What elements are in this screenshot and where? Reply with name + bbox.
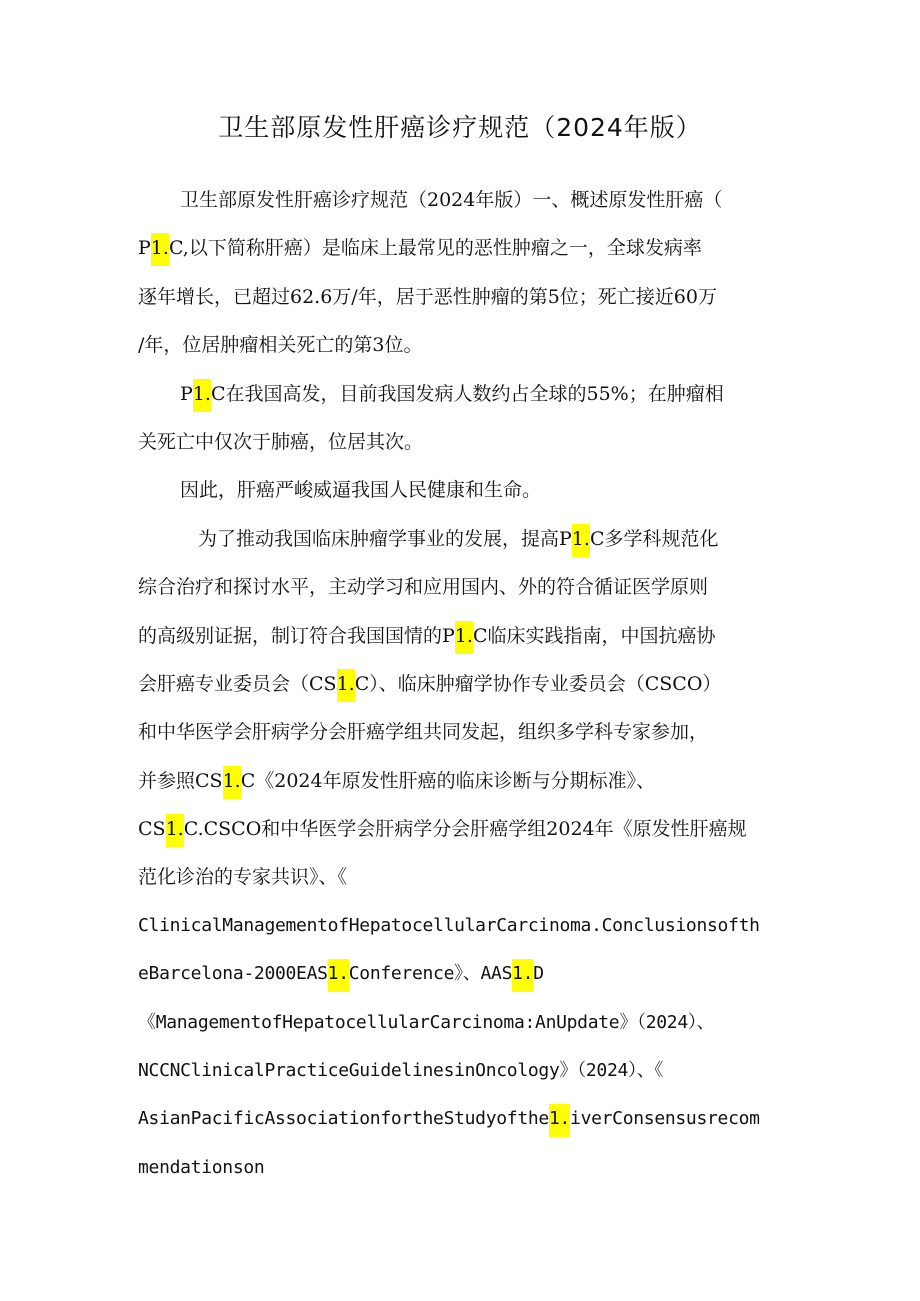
text-segment: NCCNClinicalPracticeGuidelinesinOncology》（2024）、《 (138, 1060, 664, 1082)
text-line (138, 176, 788, 224)
text-segment: 并参照CS (138, 769, 223, 792)
document-body (138, 176, 788, 1192)
text-segment: 关死亡中仅次于肺癌，位居其次。 (138, 430, 424, 453)
text-segment: 因此，肝癌严峻威逼我国人民健康和生命。 (180, 479, 542, 502)
text-line (138, 1047, 788, 1095)
highlighted-text: 1. (549, 1104, 570, 1137)
text-line (138, 902, 788, 950)
text-segment: ClinicalManagementofHepatocellularCarcinoma.Conclusionsofth (138, 914, 760, 936)
text-line (138, 224, 788, 272)
text-segment: P (180, 382, 193, 405)
highlighted-text: 1. (337, 669, 355, 702)
text-segment: mendationson (138, 1156, 265, 1178)
text-segment: eBarcelona-2000EAS (138, 963, 328, 985)
text-segment: C）、临床肿瘤学协作专业委员会（CSCO） (354, 672, 722, 695)
text-line (138, 999, 788, 1047)
text-line (138, 515, 788, 563)
document-title: 卫生部原发性肝癌诊疗规范（2024年版） (218, 113, 702, 142)
text-segment: 范化诊治的专家共识》、《 (138, 866, 348, 889)
text-segment: 和中华医学会肝病学分会肝癌学组共同发起，组织多学科专家参加， (138, 721, 709, 744)
highlighted-text: 1. (166, 814, 184, 847)
highlighted-text: 1. (512, 959, 533, 992)
text-line (138, 660, 788, 708)
text-segment: 综合治疗和探讨水平，主动学习和应用国内、外的符合循证医学原则 (138, 576, 709, 599)
text-line (138, 950, 788, 998)
text-segment: CS (138, 818, 166, 841)
text-line (138, 466, 788, 514)
text-segment: C,以下简称肝癌）是临床上最常见的恶性肿瘤之一，全球发病率 (168, 237, 702, 260)
text-line (138, 321, 788, 369)
text-segment: 逐年增长，已超过62.6万/年，居于恶性肿瘤的第5位；死亡接近60万 (138, 285, 717, 308)
text-line (138, 370, 788, 418)
text-line (138, 273, 788, 321)
text-segment: P (138, 237, 151, 260)
text-line (138, 563, 788, 611)
text-segment: C在我国高发，目前我国发病人数约占全球的55%；在肿瘤相 (210, 382, 724, 405)
highlighted-text: 1. (223, 766, 241, 799)
text-line (138, 1144, 788, 1192)
text-segment: Conference》、AAS (348, 963, 513, 985)
text-segment: 《ManagementofHepatocellularCarcinoma:AnUpdate》（2024）、 (138, 1011, 715, 1033)
text-segment: 的高级别证据，制订符合我国国情的P (138, 624, 455, 647)
text-segment: 卫生部原发性肝癌诊疗规范（2024年版）一、概述原发性肝癌（ (180, 189, 723, 211)
highlighted-text: 1. (151, 233, 169, 266)
text-line (138, 805, 788, 853)
highlighted-text: 1. (455, 621, 473, 654)
text-line (138, 1095, 788, 1143)
text-line (138, 708, 788, 756)
text-line (138, 418, 788, 466)
text-segment: AsianPacificAssociationfortheStudyofthe (138, 1108, 549, 1130)
text-line (138, 757, 788, 805)
text-segment: C《2024年原发性肝癌的临床诊断与分期标准》、 (240, 769, 656, 792)
text-segment: 为了推动我国临床肿瘤学事业的发展，提高P (198, 527, 572, 550)
text-segment: C多学科规范化 (589, 527, 719, 550)
text-segment: D (533, 963, 544, 985)
highlighted-text: 1. (328, 959, 349, 992)
text-segment: C临床实践指南，中国抗癌协 (472, 624, 716, 647)
text-segment: /年，位居肿瘤相关死亡的第3位。 (138, 334, 423, 357)
text-segment: C.CSCO和中华医学会肝病学分会肝癌学组2024年《原发性肝癌规 (183, 818, 747, 841)
text-segment: iverConsensusrecom (570, 1108, 760, 1130)
text-segment: 会肝癌专业委员会（CS (138, 672, 337, 695)
text-line (138, 853, 788, 901)
highlighted-text: 1. (572, 524, 590, 557)
text-line (138, 612, 788, 660)
highlighted-text: 1. (193, 379, 211, 412)
